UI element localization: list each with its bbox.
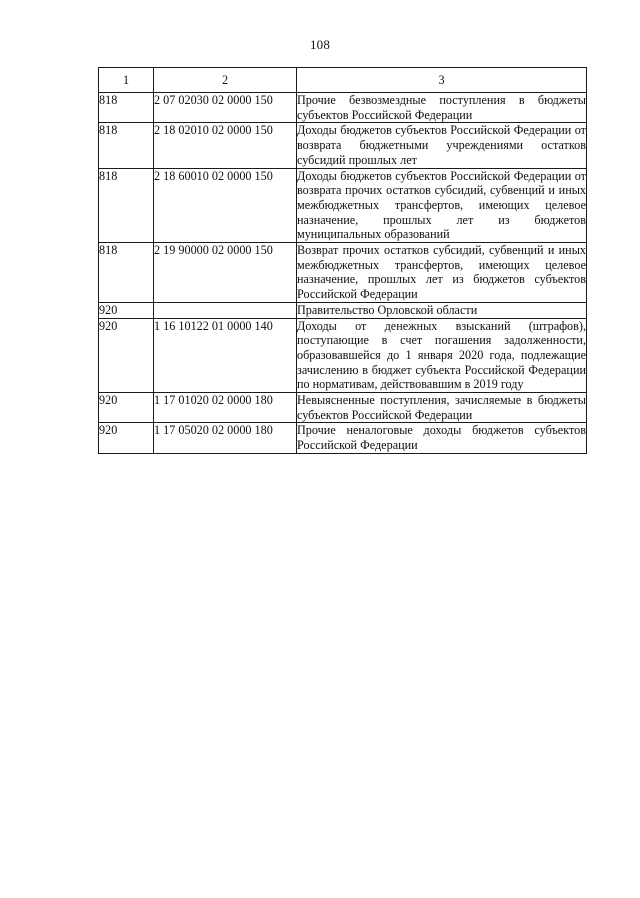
revenue-name-cell: Правительство Орловской области [297, 302, 587, 318]
revenue-code-cell: 2 07 02030 02 0000 150 [154, 93, 297, 123]
table-row [99, 243, 587, 303]
table-row [99, 302, 587, 318]
table-row [99, 393, 587, 423]
admin-code-cell: 818 [99, 93, 154, 123]
revenue-name-cell: Доходы бюджетов субъектов Российской Федерации от возврата бюджетными учреждениями остатков субсидий прошлых лет [297, 123, 586, 167]
column-header-2: 2 [154, 68, 297, 93]
table-header-row [99, 68, 587, 93]
table-row [99, 318, 587, 393]
admin-code-cell: 818 [99, 123, 154, 168]
table-row [99, 168, 587, 243]
admin-code-cell: 920 [99, 393, 154, 423]
admin-code-cell: 920 [99, 423, 154, 453]
revenue-name-cell: Доходы бюджетов субъектов Российской Федерации от возврата прочих остатков субсидий, субвенций и иных межбюджетных трансфертов, имеющих целевое назначение, прошлых лет из бюджетов муниципальных образований [297, 168, 586, 242]
revenue-code-cell [154, 302, 297, 318]
admin-code-cell: 920 [99, 318, 154, 393]
admin-code-cell: 818 [99, 168, 154, 243]
column-header-1: 1 [99, 68, 154, 93]
revenue-name-cell: Невыясненные поступления, зачисляемые в бюджеты субъектов Российской Федерации [297, 393, 586, 422]
table-row [99, 93, 587, 123]
table-row [99, 423, 587, 453]
revenue-name-cell: Прочие неналоговые доходы бюджетов субъектов Российской Федерации [297, 423, 586, 453]
column-header-3: 3 [297, 68, 587, 93]
revenue-code-cell: 2 18 60010 02 0000 150 [154, 168, 297, 243]
revenue-code-cell: 2 18 02010 02 0000 150 [154, 123, 297, 168]
revenue-name-cell: Прочие безвозмездные поступления в бюджеты субъектов Российской Федерации [297, 93, 586, 122]
revenue-codes-table [98, 67, 587, 454]
table-row [99, 123, 587, 168]
revenue-code-cell: 1 17 01020 02 0000 180 [154, 393, 297, 423]
revenue-name-cell: Доходы от денежных взысканий (штрафов), поступающие в счет погашения задолженности, образовавшейся до 1 января 2020 года, подлежащие зачислению в бюджет субъекта Российской Федерации по нормативам, действовавшим в 2019 году [297, 318, 586, 392]
admin-code-cell: 920 [99, 302, 154, 318]
revenue-code-cell: 2 19 90000 02 0000 150 [154, 243, 297, 303]
page-number: 108 [309, 37, 331, 52]
revenue-code-cell: 1 16 10122 01 0000 140 [154, 318, 297, 393]
admin-code-cell: 818 [99, 243, 154, 303]
revenue-name-cell: Возврат прочих остатков субсидий, субвенций и иных межбюджетных трансфертов, имеющих целевое назначение, прошлых лет из бюджетов субъектов Российской Федерации [297, 243, 586, 302]
revenue-code-cell: 1 17 05020 02 0000 180 [154, 423, 297, 453]
